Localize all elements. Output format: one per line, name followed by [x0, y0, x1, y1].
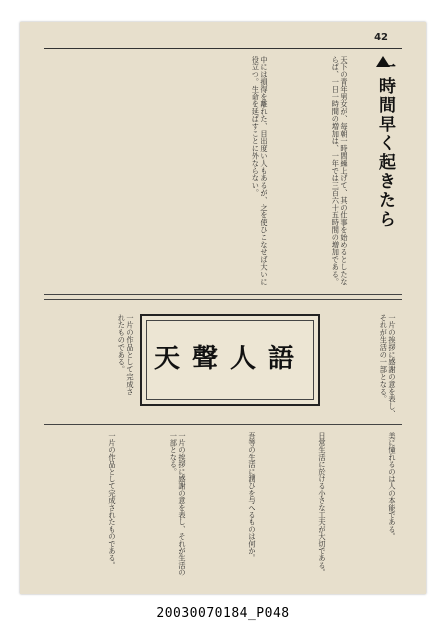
lower-text-left: 一片の作品として完成されたものである。: [117, 314, 135, 396]
page-number: 42: [374, 32, 388, 43]
lower-rule: [44, 424, 402, 425]
column-title-box: [140, 314, 320, 406]
lower-column-5: 一片の作品として完成されたものである。: [108, 432, 117, 569]
lower-column-4: 一片の挨拶に感謝の意を表し、それが生活の一部となる。: [169, 432, 187, 576]
article-body-column-1: 天下の青年男女が、毎朝一時間繰上げて、其の仕事を始めるとしたならば、一日一時間の増加は、一年では三百六十五時間の増加である。: [331, 56, 349, 286]
archive-caption: 20030070184_P048: [156, 606, 290, 621]
article-heading: 一時間早く起きたら: [375, 58, 395, 229]
lower-column-1: 美に憧れるのは人の本能である。: [388, 432, 397, 540]
section-divider: [44, 294, 402, 300]
lower-text-right: 一片の挨拶に感謝の意を表し、それが生活の一部となる。: [379, 314, 397, 418]
lower-column-2: 日常生活に於ける小さな工夫が大切である。: [318, 432, 327, 576]
article-body-column-2: 中には損得を離れた、目出度い人もあるが、之を使ひこなせば大いに役立つ。生命を延ばすことに外ならない。: [251, 56, 269, 286]
lower-column-3: 吾等の生活に潤ひを与へるものは何か。: [248, 432, 257, 562]
top-rule: [44, 48, 402, 49]
magazine-page: [20, 22, 426, 594]
column-title: 天聲人語: [153, 344, 306, 374]
